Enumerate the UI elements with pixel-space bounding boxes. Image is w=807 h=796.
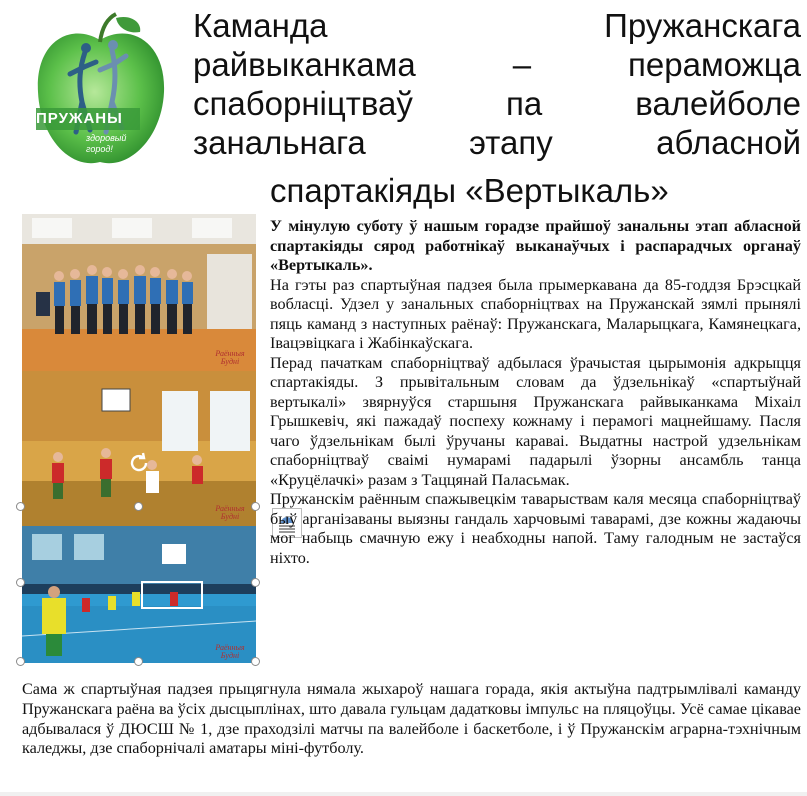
logo-subtext: здоровый город! [86,133,127,154]
article-paragraph-3: Пружанскім раённым спажывецкім таварыствам каля месяца спаборніцтваў быў арганізаваны выязны гандаль харчовымі таварамі, дзе кожны жадаючы мог набыць смачную ежу і неабходны напой. Таму галодным не застаўся ніхто. [270,490,801,567]
title-word: пераможца [628,46,801,83]
article-column [270,217,801,568]
article-title [193,6,801,162]
resize-handle-top[interactable] [134,502,143,511]
title-word: Каманда [193,7,328,44]
resize-handle-top-right[interactable] [251,502,260,511]
title-word: занальнага [193,124,366,161]
title-word: па [505,85,543,122]
resize-handle-left[interactable] [16,578,25,587]
title-word: – [512,46,532,83]
watermark: Раённыя Будні [215,504,245,521]
title-word: этапу [469,124,553,161]
article-bottom [22,680,801,759]
title-line-2 [193,45,801,84]
page-bottom-edge [0,792,807,796]
title-line-1 [193,6,801,45]
resize-handle-bottom[interactable] [134,657,143,666]
watermark: Раённыя Будні [215,643,245,660]
article-lead: У мінулую суботу ў нашым горадзе прайшоў занальны этап абласной спартакіяды сярод работнікаў выканаўчых і распарадчых органаў «Вертыкаль». [270,217,801,274]
article-paragraph-2: Перад пачаткам спаборніцтваў адбылася ўрачыстая цырымонія адкрыцця спартакіяды. З прывітальным словам да ўдзельнікаў «спартыўнай вертыкалі» звярнуўся старшыня Пружанскага райвыканкама Міхаіл Грышкевіч, які пажадаў поспеху кожнаму і перамогі мацнейшаму. Пасля чаго ўдзельнікам былі ўручаны караваі. Выдатны настрой удзельнікам спаборніцтваў сваімі нумарамі падарылі ўзорны ансамбль танца «Круцёлачкі» разам з Таццянай Паласьмак. [270,353,801,489]
watermark: Раённыя Будні [215,349,245,366]
logo-text: ПРУЖАНЫ [36,110,123,127]
title-word: райвыканкама [193,46,416,83]
resize-handle-bottom-left[interactable] [16,657,25,666]
article-paragraph-4: Сама ж спартыўная падзея прыцягнула нямала жыхароў нашага горада, якія актыўна падтрымлівалі каманду Пружанскага раёна ва ўсіх дысцыплінах, што давала гульцам дадатковы імпульс на пляцоўцы. Усё самае цікавае адбывалася ў ДЮСШ № 1, дзе праходзілі матчы па валейболе і баскетболе, і ў Пружанскім аграрна-тэхнічным каледжы, дзе спаборнічалі аматары міні-футболу. [22,680,801,758]
photo-futsal [22,526,256,663]
title-line-5: спартакіяды «Вертыкаль» [270,172,669,209]
rotate-handle-icon[interactable] [127,451,151,475]
title-word: абласной [656,124,801,161]
title-line-3 [193,84,801,123]
title-word: Пружанскага [604,7,801,44]
article-paragraph-1: На гэты раз спартыўная падзея была прымеркавана да 85-годдзя Брэсцкай вобласці. Удзел у занальных спаборніцтвах на Пружанскай зямлі прынялі пяць каманд з наступных раёнаў: Пружанскага, Маларыцкага, Камянецкага, Івацэвіцкага і Жабінкаўскага. [270,275,801,352]
title-word: спаборніцтваў [193,85,413,122]
resize-handle-bottom-right[interactable] [251,657,260,666]
photo-team [22,214,256,371]
photo-collage[interactable] [22,214,256,663]
resize-handle-right[interactable] [251,578,260,587]
title-word: валейболе [635,85,801,122]
resize-handle-top-left[interactable] [16,502,25,511]
title-line-4 [193,123,801,162]
